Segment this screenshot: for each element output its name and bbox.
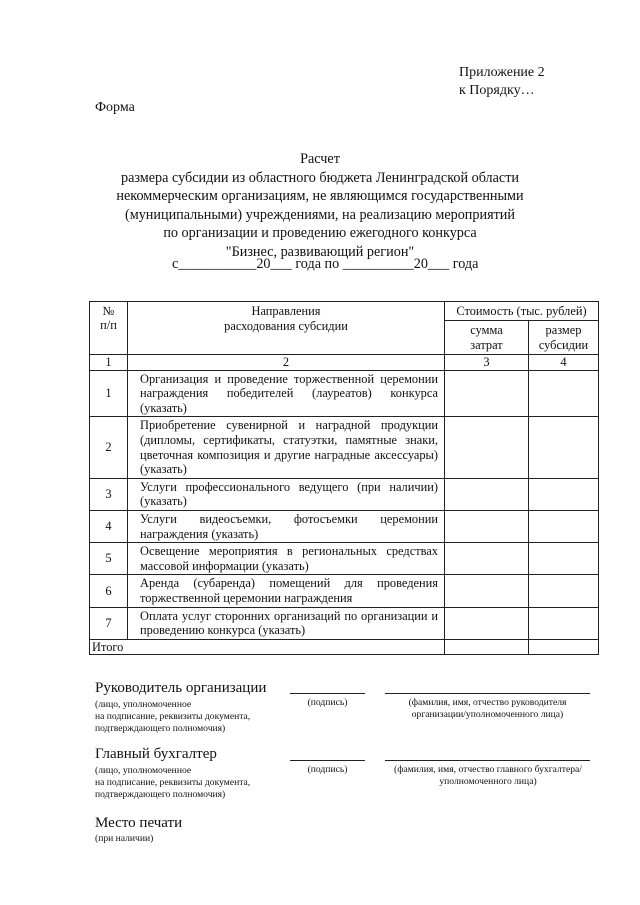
row-sum-cell[interactable]: [445, 543, 529, 575]
row-size-cell[interactable]: [529, 478, 599, 510]
table-row: [90, 607, 599, 639]
index-3: 3: [445, 355, 529, 371]
total-sum-cell[interactable]: [445, 639, 529, 655]
row-direction: Услуги видеосъемки, фотосъемки церемонии награждения (указать): [128, 510, 445, 542]
row-direction: Организация и проведение торжественной церемонии награждения победителей (лауреатов) конкурса (указать): [128, 370, 445, 417]
header-cost: Стоимость (тыс. рублей): [445, 302, 599, 321]
column-index-row: [90, 355, 599, 371]
period-line: с___________20___ года по __________20___ года: [172, 256, 479, 272]
row-number: 4: [90, 510, 128, 542]
head-note: [95, 699, 250, 735]
head-note-line-2: на подписание, реквизиты документа,: [95, 711, 251, 722]
accountant-name-line[interactable]: [385, 760, 590, 761]
title-line-1: Расчет: [300, 151, 340, 167]
form-label: Форма: [95, 100, 135, 115]
head-signature-label: (подпись): [307, 697, 348, 708]
header-direction-line-1: Направления: [251, 304, 321, 318]
row-direction: Оплата услуг сторонних организаций по организации и проведению конкурса (указать): [128, 607, 445, 639]
accountant-note: [95, 765, 250, 801]
header-number: № п/п: [90, 302, 128, 355]
row-sum-cell[interactable]: [445, 510, 529, 542]
table-row: [90, 370, 599, 417]
accountant-title: Главный бухгалтер: [95, 746, 217, 762]
index-4: 4: [529, 355, 599, 371]
row-number: 7: [90, 607, 128, 639]
row-size-cell[interactable]: [529, 575, 599, 607]
appendix-line-2: к Порядку…: [459, 83, 535, 98]
row-size-cell[interactable]: [529, 607, 599, 639]
row-size-cell[interactable]: [529, 370, 599, 417]
accountant-note-line-2: на подписание, реквизиты документа,: [95, 777, 251, 788]
header-sum-line-2: затрат: [470, 337, 503, 352]
header-size: [529, 321, 599, 355]
title-line-6: "Бизнес, развивающий регион": [225, 243, 415, 260]
appendix-line-1: Приложение 2: [459, 65, 545, 80]
head-signature-line[interactable]: [290, 693, 365, 694]
row-size-cell[interactable]: [529, 417, 599, 478]
accountant-name-label: [372, 764, 604, 788]
row-sum-cell[interactable]: [445, 575, 529, 607]
table-row: [90, 417, 599, 478]
head-name-label: [375, 697, 600, 721]
row-size-cell[interactable]: [529, 543, 599, 575]
stamp-title: Место печати: [95, 815, 183, 831]
table-row: [90, 478, 599, 510]
row-size-cell[interactable]: [529, 510, 599, 542]
appendix-reference: [459, 64, 545, 100]
row-number: 6: [90, 575, 128, 607]
table-row: [90, 543, 599, 575]
row-direction: Приобретение сувенирной и наградной продукции (дипломы, сертификаты, статуэтки, памятные знаки, цветочная композиция и другие наградные аксессуары) (указать): [128, 417, 445, 478]
accountant-name-label-line-2: уполномоченного лица): [439, 776, 537, 787]
table-row: [90, 510, 599, 542]
title-line-5: по организации и проведению ежегодного конкурса: [163, 225, 477, 242]
header-direction-line-2: расходования субсидии: [224, 318, 348, 333]
head-name-line[interactable]: [385, 693, 590, 694]
head-title: Руководитель организации: [95, 680, 267, 696]
head-name-label-line-1: (фамилия, имя, отчество руководителя: [408, 697, 567, 708]
accountant-name-label-line-1: (фамилия, имя, отчество главного бухгалтера/: [394, 764, 582, 775]
head-note-line-1: (лицо, уполномоченное: [95, 699, 192, 710]
accountant-note-line-1: (лицо, уполномоченное: [95, 765, 192, 776]
row-sum-cell[interactable]: [445, 417, 529, 478]
accountant-signature-label: (подпись): [307, 764, 348, 775]
total-size-cell[interactable]: [529, 639, 599, 655]
stamp-note: (при наличии): [95, 833, 154, 844]
title-line-2: размера субсидии из областного бюджета Ленинградской области: [120, 169, 520, 186]
index-1: 1: [90, 355, 128, 371]
accountant-signature-line[interactable]: [290, 760, 365, 761]
title-line-3: некоммерческим организациям, не являющимся государственными: [116, 188, 524, 205]
header-size-line-2: субсидии: [538, 337, 589, 352]
row-sum-cell[interactable]: [445, 607, 529, 639]
header-direction: [128, 302, 445, 355]
accountant-note-line-3: подтверждающего полномочия): [95, 789, 226, 800]
total-label: Итого: [90, 639, 445, 655]
row-number: 2: [90, 417, 128, 478]
index-2: 2: [128, 355, 445, 371]
row-direction: Освещение мероприятия в региональных средствах массовой информации (указать): [128, 543, 445, 575]
header-sum-line-1: сумма: [470, 322, 503, 337]
head-note-line-3: подтверждающего полномочия): [95, 723, 226, 734]
subsidy-table: [89, 301, 599, 655]
document-title: [0, 150, 640, 262]
row-direction: Услуги профессионального ведущего (при наличии) (указать): [128, 478, 445, 510]
row-direction: Аренда (субаренда) помещений для проведения торжественной церемонии награждения: [128, 575, 445, 607]
header-size-line-1: размер: [545, 322, 582, 337]
head-name-label-line-2: организации/уполномоченного лица): [411, 709, 564, 720]
title-line-4: (муниципальными) учреждениями, на реализацию мероприятий: [125, 206, 515, 223]
row-number: 1: [90, 370, 128, 417]
row-number: 3: [90, 478, 128, 510]
total-row: [90, 639, 599, 655]
header-sum: [445, 321, 529, 355]
row-sum-cell[interactable]: [445, 370, 529, 417]
row-sum-cell[interactable]: [445, 478, 529, 510]
table-row: [90, 575, 599, 607]
row-number: 5: [90, 543, 128, 575]
